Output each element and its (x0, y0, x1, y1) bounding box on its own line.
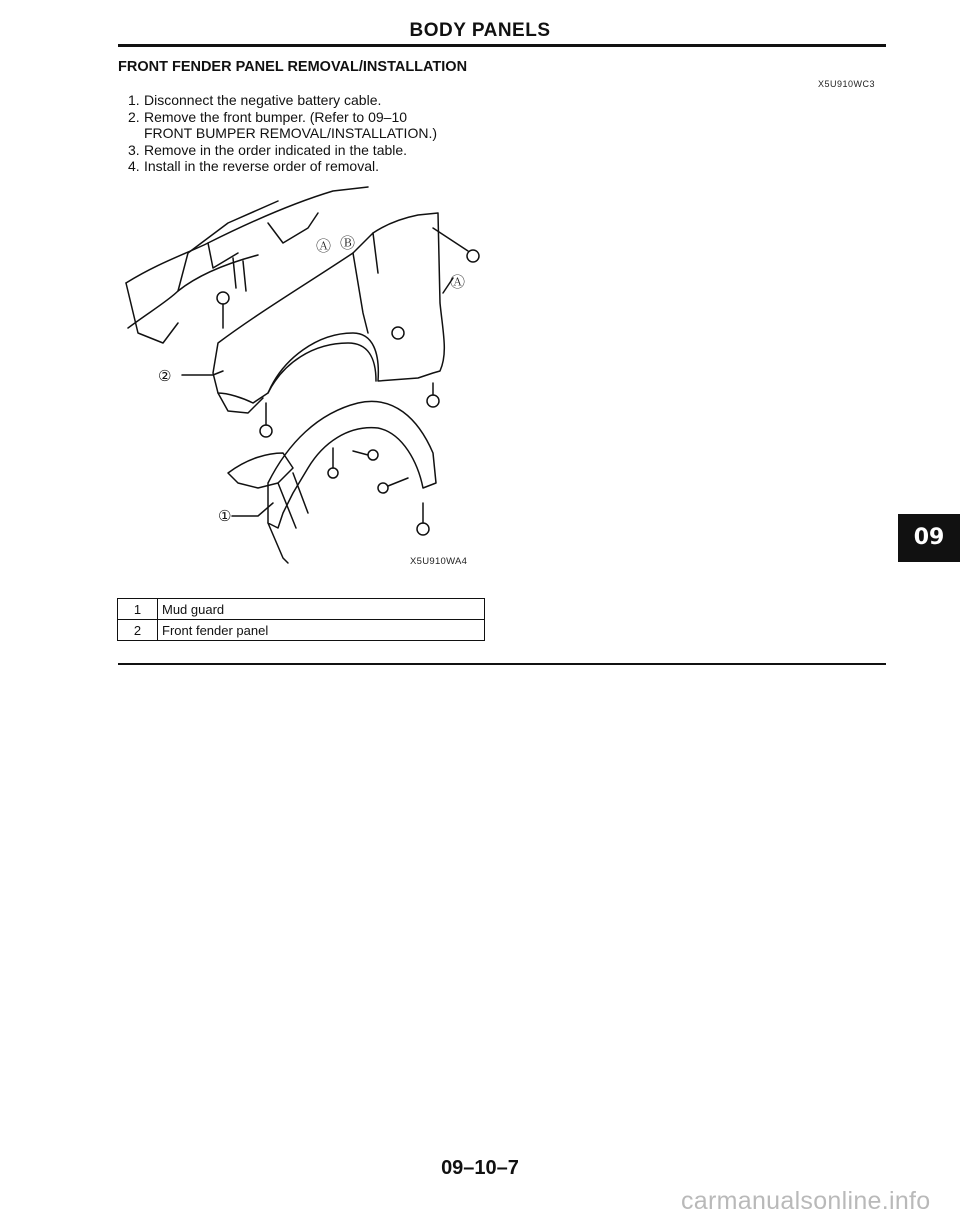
header-rule (118, 44, 886, 47)
fender-exploded-diagram (118, 183, 498, 578)
callout-2: ② (158, 367, 172, 385)
page-header-title: BODY PANELS (409, 20, 551, 41)
callout-a-upper: Ⓐ (316, 237, 332, 255)
watermark-text: carmanualsonline.info (681, 1187, 931, 1215)
callout-1: ① (218, 507, 232, 525)
step-2: 2. Remove the front bumper. (Refer to 09–10 FRONT BUMPER REMOVAL/INSTALLATION.) (128, 108, 438, 141)
legend-part: Mud guard (158, 599, 485, 620)
section-ref-code: X5U910WC3 (818, 79, 876, 89)
legend-part: Front fender panel (158, 620, 485, 641)
page-number: 09–10–7 (441, 1157, 519, 1179)
body-apron (126, 187, 368, 283)
section-title: FRONT FENDER PANEL REMOVAL/INSTALLATION (118, 59, 468, 75)
table-row (118, 599, 485, 620)
section-end-rule (118, 663, 886, 665)
chapter-tab-badge: 09 (898, 514, 960, 562)
callout-a-right: Ⓐ (450, 273, 466, 291)
legend-index: 1 (118, 599, 158, 620)
step-3: 3. Remove in the order indicated in the table. (128, 141, 408, 158)
parts-legend-table (117, 598, 485, 641)
callout-b: Ⓑ (340, 234, 356, 252)
step-4: 4. Install in the reverse order of removal. (128, 158, 379, 174)
figure-code: X5U910WA4 (410, 556, 468, 567)
step-1: 1. Disconnect the negative battery cable. (128, 92, 382, 108)
table-row (118, 620, 485, 641)
legend-index: 2 (118, 620, 158, 641)
procedure-steps (128, 92, 437, 175)
mud-guard-outline (268, 401, 436, 528)
